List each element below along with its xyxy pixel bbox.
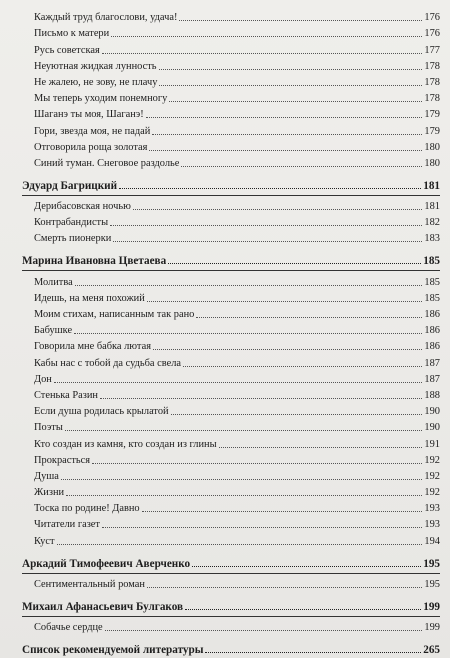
toc-entry[interactable]	[22, 618, 440, 634]
entry-page: 190	[424, 406, 440, 418]
author-name: Эдуард Багрицкий	[22, 179, 118, 192]
toc-entry[interactable]	[22, 73, 440, 89]
entry-title: Не жалею, не зову, не плачу	[34, 76, 158, 88]
entry-page: 186	[424, 341, 440, 353]
entry-title: Стенька Разин	[34, 389, 98, 401]
entry-page: 193	[424, 519, 440, 531]
author-name: Михаил Афанасьевич Булгаков	[22, 600, 184, 613]
author-heading-averchenko[interactable]	[22, 552, 440, 570]
dot-leader	[159, 69, 422, 70]
entry-page: 178	[424, 76, 440, 88]
entry-page: 185	[424, 292, 440, 304]
author-heading-bulgakov[interactable]	[22, 595, 440, 613]
table-of-contents	[22, 8, 440, 656]
toc-entry[interactable]	[22, 370, 440, 386]
entry-page: 186	[424, 325, 440, 337]
entry-page: 191	[424, 438, 440, 450]
author-page: 195	[423, 557, 440, 570]
entry-title: Кто создан из камня, кто создан из глины	[34, 438, 217, 450]
dot-leader	[113, 241, 422, 242]
entry-page: 181	[424, 201, 440, 213]
toc-entry[interactable]	[22, 24, 440, 40]
entry-title: Читатели газет	[34, 519, 100, 531]
dot-leader	[168, 263, 421, 264]
toc-entry[interactable]	[22, 337, 440, 353]
entry-page: 179	[424, 109, 440, 121]
entry-title: Смерть пионерки	[34, 233, 112, 245]
entry-page: 187	[424, 357, 440, 369]
toc-entry[interactable]	[22, 154, 440, 170]
toc-entry[interactable]	[22, 57, 440, 73]
dot-leader	[159, 85, 422, 86]
author-heading-bagritsky[interactable]	[22, 174, 440, 192]
entry-page: 178	[424, 93, 440, 105]
entry-page: 183	[424, 233, 440, 245]
entry-title: Моим стихам, написанным так рано	[34, 309, 195, 320]
entry-page: 178	[424, 60, 440, 72]
dot-leader	[169, 101, 422, 102]
dot-leader	[147, 301, 422, 302]
entry-title: Шаганэ ты моя, Шаганэ!	[34, 109, 144, 121]
dot-leader	[102, 53, 422, 54]
dot-leader	[185, 609, 421, 610]
entry-page: 190	[424, 422, 440, 434]
entry-page: 180	[424, 157, 440, 169]
author-page: 199	[423, 600, 440, 613]
dot-leader	[111, 36, 422, 37]
toc-entry[interactable]	[22, 89, 440, 105]
toc-entry[interactable]	[22, 483, 440, 499]
dot-leader	[92, 463, 422, 464]
dot-leader	[171, 414, 422, 415]
entry-title: Бабушке	[34, 325, 73, 337]
dot-leader	[119, 188, 421, 189]
toc-entry[interactable]	[22, 575, 440, 591]
entry-page: 176	[424, 12, 440, 24]
entry-page: 199	[424, 622, 440, 633]
entry-page: 182	[424, 217, 440, 229]
toc-entry[interactable]	[22, 305, 440, 321]
entry-title: Душа	[34, 470, 59, 482]
entry-page: 186	[424, 309, 440, 320]
dot-leader	[66, 495, 422, 496]
entry-title: Гори, звезда моя, не падай	[34, 125, 151, 137]
entry-title: Собачье сердце	[34, 622, 103, 633]
entry-title: Молитва	[34, 276, 73, 288]
entry-page: 179	[424, 125, 440, 137]
toc-entry[interactable]	[22, 40, 440, 56]
literature-title: Список рекомендуемой литературы	[22, 644, 204, 656]
toc-entry[interactable]	[22, 434, 440, 450]
toc-entry[interactable]	[22, 531, 440, 547]
entry-page: 185	[424, 276, 440, 288]
entry-title: Куст	[34, 535, 55, 547]
toc-entry[interactable]	[22, 515, 440, 531]
toc-entry[interactable]	[22, 402, 440, 418]
entry-page: 192	[424, 487, 440, 499]
entry-title: Прокрасться	[34, 454, 91, 466]
entry-page: 188	[424, 389, 440, 401]
author-name: Аркадий Тимофеевич Аверченко	[22, 557, 191, 570]
toc-entry[interactable]	[22, 213, 440, 229]
entry-page: 187	[424, 373, 440, 385]
entry-title: Дерибасовская ночью	[34, 201, 131, 213]
entry-title: Отговорила роща золотая	[34, 141, 148, 153]
author-rule	[22, 195, 440, 196]
toc-entry[interactable]	[22, 289, 440, 305]
dot-leader	[65, 430, 422, 431]
entry-title: Дон	[34, 373, 52, 385]
entry-title: Мы теперь уходим понемногу	[34, 93, 168, 105]
toc-entry[interactable]	[22, 353, 440, 369]
author-page: 185	[423, 255, 440, 268]
dot-leader	[100, 398, 422, 399]
entry-title: Идешь, на меня похожий	[34, 292, 145, 304]
entry-page: 177	[424, 44, 440, 56]
dot-leader	[196, 317, 422, 318]
esenin-items	[22, 8, 440, 170]
dot-leader	[102, 527, 422, 528]
dot-leader	[219, 447, 422, 448]
author-page: 181	[423, 179, 440, 192]
dot-leader	[75, 285, 422, 286]
entry-title: Жизни	[34, 487, 65, 499]
toc-entry[interactable]	[22, 272, 440, 288]
toc-entry[interactable]	[22, 8, 440, 24]
dot-leader	[153, 349, 422, 350]
dot-leader	[192, 566, 421, 567]
entry-page: 195	[424, 578, 440, 590]
dot-leader	[142, 511, 422, 512]
entry-title: Письмо к матери	[34, 28, 110, 40]
toc-entry[interactable]	[22, 105, 440, 121]
entry-title: Если душа родилась крылатой	[34, 406, 169, 418]
entry-title: Кабы нас с тобой да судьба свела	[34, 357, 182, 369]
dot-leader	[152, 134, 422, 135]
literature-page: 265	[423, 644, 440, 656]
entry-page: 192	[424, 470, 440, 482]
author-rule	[22, 270, 440, 271]
dot-leader	[61, 479, 422, 480]
author-rule	[22, 573, 440, 574]
entry-title: Тоска по родине! Давно	[34, 503, 140, 515]
author-name: Марина Ивановна Цветаева	[22, 255, 167, 268]
entry-page: 192	[424, 454, 440, 466]
dot-leader	[179, 20, 422, 21]
dot-leader	[205, 652, 421, 653]
entry-title: Контрабандисты	[34, 217, 109, 229]
toc-entry[interactable]	[22, 229, 440, 245]
author-heading-tsvetaeva[interactable]	[22, 249, 440, 267]
entry-title: Синий туман. Снеговое раздолье	[34, 157, 180, 169]
entry-title: Каждый труд благослови, удача!	[34, 12, 178, 24]
entry-title: Неуютная жидкая лунность	[34, 60, 157, 72]
dot-leader	[57, 544, 423, 545]
author-rule	[22, 616, 440, 617]
toc-entry[interactable]	[22, 451, 440, 467]
dot-leader	[147, 587, 422, 588]
literature-heading[interactable]	[22, 638, 440, 656]
entry-page: 180	[424, 141, 440, 153]
entry-title: Говорила мне бабка лютая	[34, 341, 151, 353]
toc-entry[interactable]	[22, 499, 440, 515]
entry-page: 176	[424, 28, 440, 40]
dot-leader	[183, 366, 422, 367]
entry-page: 193	[424, 503, 440, 515]
entry-title: Сентиментальный роман	[34, 578, 145, 590]
dot-leader	[74, 333, 422, 334]
toc-entry[interactable]	[22, 386, 440, 402]
dot-leader	[133, 209, 422, 210]
dot-leader	[54, 382, 422, 383]
entry-title: Русь советская	[34, 44, 100, 56]
toc-entry[interactable]	[22, 418, 440, 434]
toc-entry[interactable]	[22, 467, 440, 483]
dot-leader	[146, 117, 422, 118]
dot-leader	[181, 166, 422, 167]
toc-entry[interactable]	[22, 321, 440, 337]
dot-leader	[110, 225, 422, 226]
dot-leader	[149, 150, 422, 151]
toc-entry[interactable]	[22, 121, 440, 137]
toc-entry[interactable]	[22, 138, 440, 154]
entry-page: 194	[424, 535, 440, 547]
toc-entry[interactable]	[22, 197, 440, 213]
dot-leader	[105, 630, 422, 631]
entry-title: Поэты	[34, 422, 63, 434]
